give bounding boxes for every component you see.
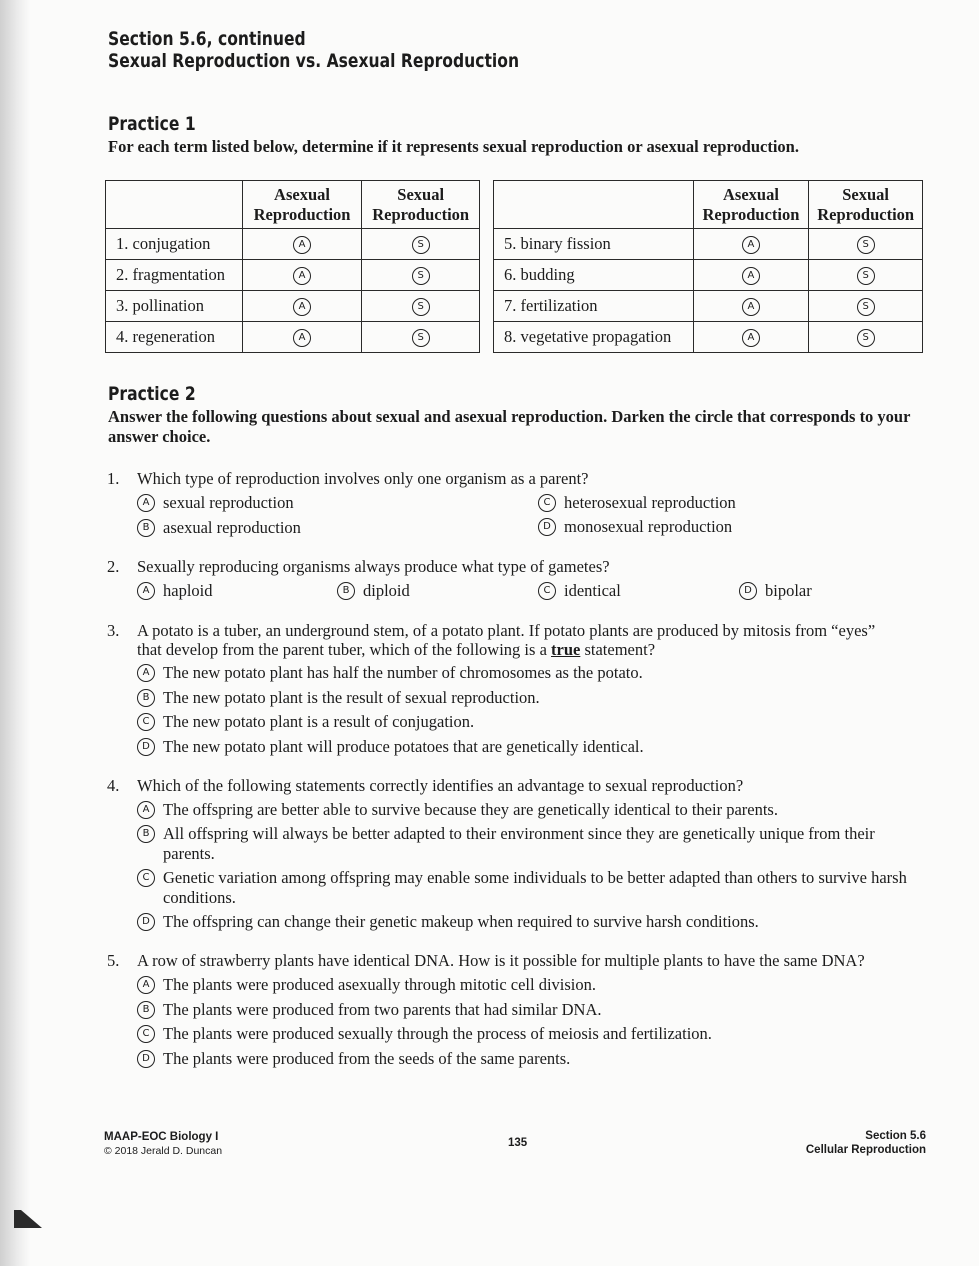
binding-shadow: [0, 0, 30, 1266]
answer-option[interactable]: [137, 518, 301, 538]
question-number: 1.: [107, 469, 120, 488]
answer-option[interactable]: [137, 868, 927, 908]
option-text: diploid: [363, 581, 410, 600]
table-row: [494, 229, 923, 260]
answer-option[interactable]: [337, 581, 410, 601]
option-text: The new potato plant has half the number of chromosomes as the potato.: [163, 663, 643, 682]
question-number: 2.: [107, 557, 120, 576]
option-text: The plants were produced asexually through mitotic cell division.: [163, 975, 597, 994]
page-number: 135: [508, 1137, 528, 1149]
term-label: 6. budding: [494, 260, 694, 291]
sexual-bubble[interactable]: S: [412, 329, 430, 347]
answer-option[interactable]: [137, 1000, 602, 1020]
asexual-bubble[interactable]: A: [293, 236, 311, 254]
option-text: The plants were produced from the seeds of the same parents.: [163, 1049, 571, 1068]
option-text: bipolar: [765, 581, 812, 600]
question-text: Which of the following statements correctly identifies an advantage to sexual reproduction?: [137, 776, 744, 795]
table-header-asexual: Asexual Reproduction: [693, 181, 809, 229]
table-header-sexual: Sexual Reproduction: [362, 181, 480, 229]
answer-bubble[interactable]: D: [538, 518, 556, 536]
question-text: Sexually reproducing organisms always produce what type of gametes?: [137, 557, 610, 576]
footer-section: Section 5.6: [865, 1130, 926, 1142]
answer-bubble[interactable]: A: [137, 976, 155, 994]
table-row: [106, 229, 480, 260]
question-number: 3.: [107, 621, 120, 640]
option-text: The plants were produced from two parents that had similar DNA.: [163, 1000, 602, 1019]
answer-option[interactable]: [137, 493, 294, 513]
option-text: The new potato plant is a result of conjugation.: [163, 712, 475, 731]
table-row: [106, 260, 480, 291]
table-row: [106, 291, 480, 322]
asexual-bubble[interactable]: A: [742, 236, 760, 254]
option-text: The new potato plant will produce potatoes that are genetically identical.: [163, 737, 644, 756]
table-header-blank: [106, 181, 243, 229]
answer-bubble[interactable]: C: [538, 494, 556, 512]
answer-option[interactable]: [538, 581, 621, 601]
answer-option[interactable]: [137, 1024, 712, 1044]
option-text: The plants were produced sexually through the process of meiosis and fertilization.: [163, 1024, 712, 1043]
table-header-sexual: Sexual Reproduction: [809, 181, 923, 229]
answer-bubble[interactable]: A: [137, 494, 155, 512]
practice1-table-right: [493, 180, 923, 353]
page-title: Sexual Reproduction vs. Asexual Reproduction: [108, 50, 520, 72]
sexual-bubble[interactable]: S: [412, 298, 430, 316]
option-text: heterosexual reproduction: [564, 493, 736, 512]
sexual-bubble[interactable]: S: [857, 329, 875, 347]
option-text: Genetic variation among offspring may enable some individuals to be better adapted than others to survive harsh conditions.: [163, 868, 907, 907]
answer-bubble[interactable]: A: [137, 582, 155, 600]
answer-bubble[interactable]: B: [137, 825, 155, 843]
asexual-bubble[interactable]: A: [293, 267, 311, 285]
question-text-pre: that develop from the parent tuber, which of the following is a: [137, 640, 552, 659]
answer-option[interactable]: [739, 581, 812, 601]
answer-option[interactable]: [137, 912, 927, 932]
term-label: 1. conjugation: [106, 229, 243, 260]
table-row: [494, 322, 923, 353]
answer-bubble[interactable]: C: [137, 713, 155, 731]
sexual-bubble[interactable]: S: [412, 236, 430, 254]
answer-option[interactable]: [137, 1049, 570, 1069]
answer-bubble[interactable]: C: [538, 582, 556, 600]
answer-option[interactable]: [137, 712, 474, 732]
answer-option[interactable]: [137, 737, 644, 757]
term-label: 4. regeneration: [106, 322, 243, 353]
question-text: A row of strawberry plants have identical DNA. How is it possible for multiple plants to have the same DNA?: [137, 951, 865, 970]
answer-bubble[interactable]: B: [137, 519, 155, 537]
answer-option[interactable]: [538, 517, 732, 537]
asexual-bubble[interactable]: A: [742, 267, 760, 285]
sexual-bubble[interactable]: S: [857, 236, 875, 254]
term-label: 2. fragmentation: [106, 260, 243, 291]
option-text: All offspring will always be better adapted to their environment since they are genetically unique from their parents.: [163, 824, 875, 863]
option-text: The offspring can change their genetic makeup when required to survive harsh conditions.: [163, 912, 759, 931]
option-text: The new potato plant is the result of sexual reproduction.: [163, 688, 540, 707]
sexual-bubble[interactable]: S: [412, 267, 430, 285]
asexual-bubble[interactable]: A: [742, 329, 760, 347]
table-row: [494, 291, 923, 322]
answer-bubble[interactable]: B: [137, 689, 155, 707]
answer-bubble[interactable]: B: [337, 582, 355, 600]
footer-topic: Cellular Reproduction: [805, 1144, 926, 1156]
emphasis-true: true: [551, 640, 581, 659]
question-text: Which type of reproduction involves only one organism as a parent?: [137, 469, 589, 488]
asexual-bubble[interactable]: A: [293, 298, 311, 316]
answer-option[interactable]: [137, 824, 927, 864]
answer-bubble[interactable]: C: [137, 869, 155, 887]
footer-copyright: © 2018 Jerald D. Duncan: [104, 1145, 223, 1157]
question-number: 5.: [107, 951, 120, 970]
option-text: haploid: [163, 581, 213, 600]
practice1-table-left: [105, 180, 480, 353]
term-label: 3. pollination: [106, 291, 243, 322]
answer-option[interactable]: [538, 493, 736, 513]
asexual-bubble[interactable]: A: [293, 329, 311, 347]
answer-option[interactable]: [137, 800, 927, 820]
section-label: Section 5.6, continued: [108, 28, 306, 50]
question-number: 4.: [107, 776, 120, 795]
answer-option[interactable]: [137, 581, 213, 601]
sexual-bubble[interactable]: S: [857, 298, 875, 316]
answer-option[interactable]: [137, 975, 596, 995]
answer-bubble[interactable]: D: [739, 582, 757, 600]
sexual-bubble[interactable]: S: [857, 267, 875, 285]
question-text-line1: A potato is a tuber, an underground stem, of a potato plant. If potato plants are produced by mitosis from “eyes”: [137, 621, 876, 640]
table-header-asexual: Asexual Reproduction: [242, 181, 362, 229]
option-text: asexual reproduction: [163, 518, 301, 537]
practice1-instructions: For each term listed below, determine if it represents sexual reproduction or asexual reproduction.: [108, 137, 799, 156]
option-text: monosexual reproduction: [564, 517, 733, 536]
table-row: [106, 322, 480, 353]
practice2-instructions: Answer the following questions about sexual and asexual reproduction. Darken the circle that corresponds to your answer choice.: [108, 407, 911, 446]
term-label: 7. fertilization: [494, 291, 694, 322]
answer-bubble[interactable]: D: [137, 1050, 155, 1068]
footer-book-title: MAAP-EOC Biology I: [104, 1131, 219, 1143]
practice1-heading: Practice 1: [108, 113, 196, 135]
answer-bubble[interactable]: D: [137, 913, 155, 931]
table-header-blank: [494, 181, 694, 229]
answer-bubble[interactable]: C: [137, 1025, 155, 1043]
term-label: 8. vegetative propagation: [494, 322, 694, 353]
answer-option[interactable]: [137, 688, 540, 708]
practice2-heading: Practice 2: [108, 383, 196, 405]
asexual-bubble[interactable]: A: [742, 298, 760, 316]
answer-bubble[interactable]: A: [137, 664, 155, 682]
table-row: [494, 260, 923, 291]
term-label: 5. binary fission: [494, 229, 694, 260]
answer-bubble[interactable]: B: [137, 1001, 155, 1019]
option-text: sexual reproduction: [163, 493, 294, 512]
option-text: The offspring are better able to survive because they are genetically identical to their parents.: [163, 800, 778, 819]
answer-option[interactable]: [137, 663, 643, 683]
question-text-post: statement?: [580, 640, 656, 659]
answer-bubble[interactable]: A: [137, 801, 155, 819]
option-text: identical: [564, 581, 621, 600]
question-text-line2: [137, 640, 655, 660]
answer-bubble[interactable]: D: [137, 738, 155, 756]
